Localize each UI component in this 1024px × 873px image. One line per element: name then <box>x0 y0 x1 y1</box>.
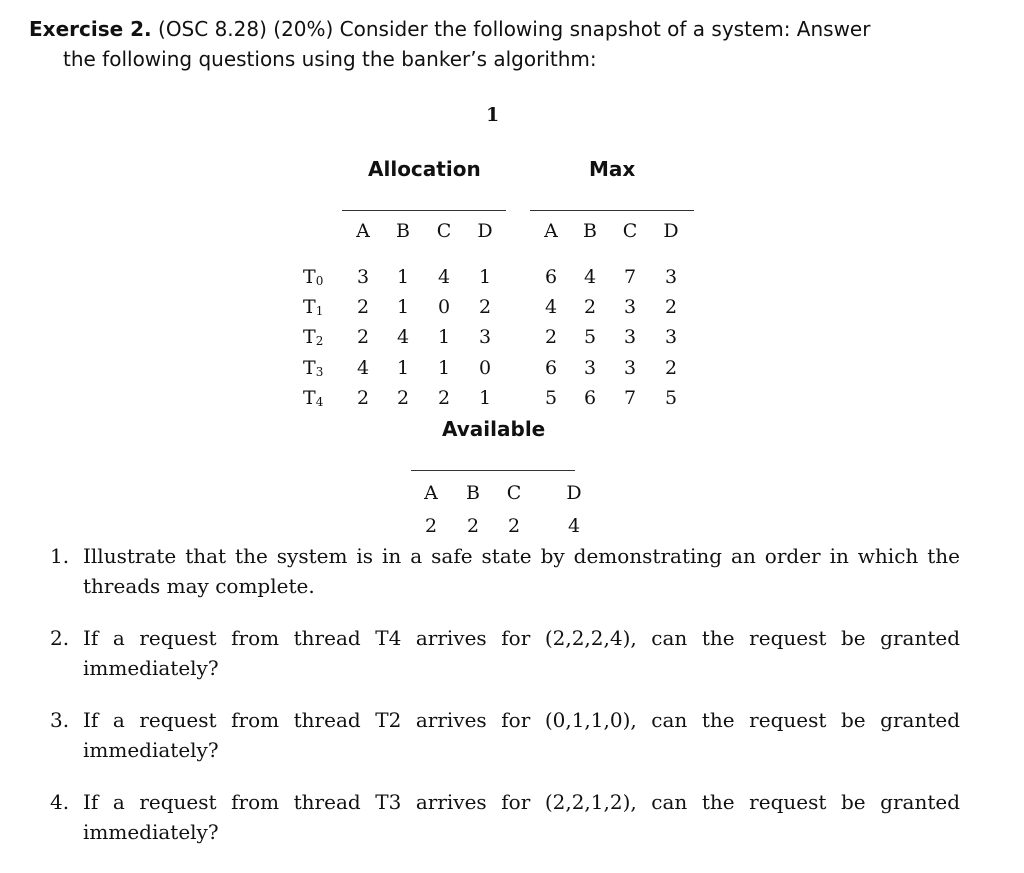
max-cell: 6 <box>544 266 558 288</box>
thread-name: T <box>303 357 316 379</box>
question-1 <box>50 541 960 601</box>
allocation-cell: 2 <box>478 296 492 318</box>
max-cell: 4 <box>544 296 558 318</box>
allocation-cell: 1 <box>396 357 410 379</box>
max-cell: 6 <box>544 357 558 379</box>
thread-label <box>303 387 333 409</box>
thread-index: 2 <box>315 334 324 348</box>
thread-name: T <box>303 266 316 288</box>
allocation-cell: 4 <box>437 266 451 288</box>
max-cell: 2 <box>664 357 678 379</box>
question-3 <box>50 705 960 765</box>
question-text: If a request from thread T2 arrives for (0,1,1,0), can the request be granted <box>83 708 960 732</box>
max-cell: 2 <box>583 296 597 318</box>
max-cell: 2 <box>544 326 558 348</box>
available-col-b: B <box>466 482 480 504</box>
allocation-cell: 0 <box>437 296 451 318</box>
max-cell: 7 <box>623 266 637 288</box>
page-number: 1 <box>486 104 500 126</box>
question-number: 3. <box>50 708 70 732</box>
allocation-cell: 2 <box>396 387 410 409</box>
allocation-header: Allocation <box>368 157 481 181</box>
allocation-cell: 1 <box>478 387 492 409</box>
thread-index: 3 <box>315 365 324 379</box>
allocation-cell: 2 <box>437 387 451 409</box>
allocation-cell: 1 <box>437 357 451 379</box>
thread-name: T <box>303 326 316 348</box>
allocation-cell: 3 <box>356 266 370 288</box>
allocation-rule <box>342 210 506 211</box>
allocation-cell: 2 <box>356 326 370 348</box>
available-value-c: 2 <box>507 515 521 537</box>
allocation-cell: 1 <box>478 266 492 288</box>
allocation-col-header: D <box>477 220 493 242</box>
question-continuation: immediately? <box>83 738 219 762</box>
question-continuation: threads may complete. <box>83 574 315 598</box>
question-continuation: immediately? <box>83 656 219 680</box>
max-cell: 3 <box>664 266 678 288</box>
allocation-cell: 1 <box>437 326 451 348</box>
max-cell: 3 <box>583 357 597 379</box>
available-rule <box>411 470 575 471</box>
allocation-cell: 2 <box>356 387 370 409</box>
max-col-header: D <box>663 220 679 242</box>
max-cell: 3 <box>623 357 637 379</box>
allocation-col-header: B <box>396 220 410 242</box>
question-text: Illustrate that the system is in a safe state by demonstrating an order in which the <box>83 544 960 568</box>
thread-name: T <box>303 296 316 318</box>
thread-index: 0 <box>315 274 324 288</box>
question-text: If a request from thread T4 arrives for (2,2,2,4), can the request be granted <box>83 626 960 650</box>
available-col-c: C <box>506 482 522 504</box>
max-cell: 4 <box>583 266 597 288</box>
allocation-cell: 4 <box>356 357 370 379</box>
max-cell: 3 <box>664 326 678 348</box>
max-col-header: C <box>622 220 638 242</box>
available-value-b: 2 <box>466 515 480 537</box>
exercise-label: Exercise 2. <box>29 17 152 41</box>
thread-index: 4 <box>315 395 324 409</box>
allocation-cell: 0 <box>478 357 492 379</box>
thread-name: T <box>303 387 316 409</box>
allocation-col-header: C <box>436 220 452 242</box>
heading-line1: (OSC 8.28) (20%) Consider the following snapshot of a system: Answer <box>151 17 871 41</box>
exercise-heading <box>29 14 989 74</box>
available-value-a: 2 <box>424 515 438 537</box>
question-number: 1. <box>50 544 70 568</box>
available-col-a: A <box>424 482 438 504</box>
heading-line2: the following questions using the banker’s algorithm: <box>63 47 597 71</box>
max-cell: 5 <box>583 326 597 348</box>
available-header: Available <box>442 417 546 441</box>
question-number: 4. <box>50 790 70 814</box>
max-header: Max <box>589 157 636 181</box>
max-cell: 6 <box>583 387 597 409</box>
thread-label <box>303 266 333 288</box>
max-cell: 7 <box>623 387 637 409</box>
max-cell: 5 <box>664 387 678 409</box>
max-cell: 3 <box>623 296 637 318</box>
max-cell: 3 <box>623 326 637 348</box>
allocation-cell: 4 <box>396 326 410 348</box>
max-cell: 5 <box>544 387 558 409</box>
allocation-cell: 3 <box>478 326 492 348</box>
thread-label <box>303 326 333 348</box>
max-rule <box>530 210 694 211</box>
thread-label <box>303 296 333 318</box>
thread-index: 1 <box>315 304 324 318</box>
question-4 <box>50 787 960 847</box>
question-continuation: immediately? <box>83 820 219 844</box>
max-cell: 2 <box>664 296 678 318</box>
question-text: If a request from thread T3 arrives for (2,2,1,2), can the request be granted <box>83 790 960 814</box>
max-col-header: A <box>544 220 558 242</box>
allocation-col-header: A <box>356 220 370 242</box>
allocation-cell: 1 <box>396 266 410 288</box>
max-col-header: B <box>583 220 597 242</box>
available-col-d: D <box>566 482 582 504</box>
allocation-cell: 1 <box>396 296 410 318</box>
available-value-d: 4 <box>567 515 581 537</box>
allocation-cell: 2 <box>356 296 370 318</box>
question-number: 2. <box>50 626 70 650</box>
question-2 <box>50 623 960 683</box>
thread-label <box>303 357 333 379</box>
